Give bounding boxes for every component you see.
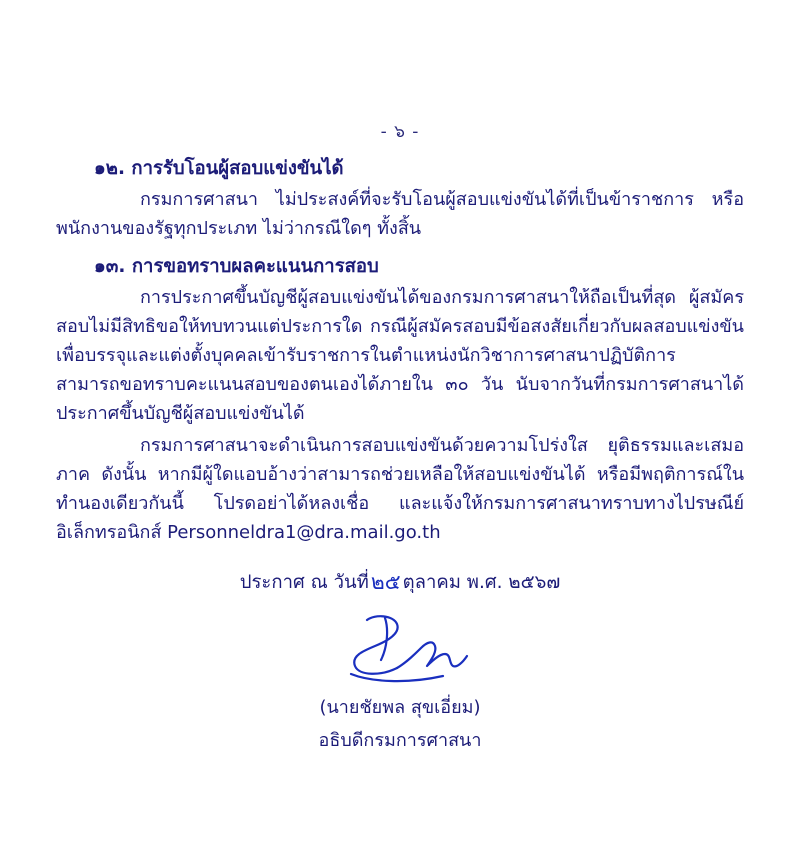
announcement-prefix: ประกาศ ณ วันที่ [239,572,369,594]
section-12 [56,155,744,243]
section-13 [56,253,744,547]
section-13-paragraph-2 [56,431,744,548]
section-13-paragraph-1 [56,283,744,429]
document-page [0,118,800,864]
signer-title: อธิบดีกรมการศาสนา [318,730,482,752]
announcement-day-handwritten: ๒๕ [370,570,401,595]
section-13-paragraph-1-text: การประกาศขึ้นบัญชีผู้สอบแข่งขันได้ของกรมการศาสนาให้ถือเป็นที่สุด ผู้สมัครสอบไม่มีสิทธิขอให้ทบทวนแต่ประการใด กรณีผู้สมัครสอบมีข้อสงสัยเกี่ยวกับผลสอบแข่งขันเพื่อบรรจุและแต่งตั้งบุคคลเข้ารับราชการในตำแหน่งนักวิชาการศาสนาปฏิบัติการ สามารถขอทราบคะแนนสอบของตนเองได้ภายใน ๓๐ วัน นับจากวันที่กรมการศาสนาได้ประกาศขึ้นบัญชีผู้สอบแข่งขันได้ [56,286,744,425]
announcement-suffix: ตุลาคม พ.ศ. ๒๕๖๗ [402,572,561,594]
signer-name: (นายชัยพล สุขเอี่ยม) [319,697,481,719]
announcement-date-line [56,565,744,598]
section-13-heading: ๑๓. การขอทราบผลคะแนนการสอบ [94,256,379,278]
section-13-paragraph-2-text: กรมการศาสนาจะดำเนินการสอบแข่งขันด้วยความโปร่งใส ยุติธรรมและเสมอภาค ดังนั้น หากมีผู้ใดแอบอ้างว่าสามารถช่วยเหลือให้สอบแข่งขันได้ หรือมีพฤติการณ์ในทำนองเดียวกันนี้ โปรดอย่าได้หลงเชื่อ และแจ้งให้กรมการศาสนาทราบทางไปรษณีย์อิเล็กทรอนิกส์ Personneldra1@dra.mail.go.th [56,434,744,544]
section-12-paragraph-1-text: กรมการศาสนา ไม่ประสงค์ที่จะรับโอนผู้สอบแข่งขันได้ที่เป็นข้าราชการ หรือพนักงานของรัฐทุกประเภท ไม่ว่ากรณีใดๆ ทั้งสิ้น [56,188,744,239]
signature-image [56,612,744,690]
page-number: - ๖ - [380,122,420,142]
section-12-paragraph-1 [56,185,744,243]
signature-stroke-icon [315,612,485,690]
section-12-heading: ๑๒. การรับโอนผู้สอบแข่งขันได้ [94,158,344,179]
announcement-date [240,565,560,598]
